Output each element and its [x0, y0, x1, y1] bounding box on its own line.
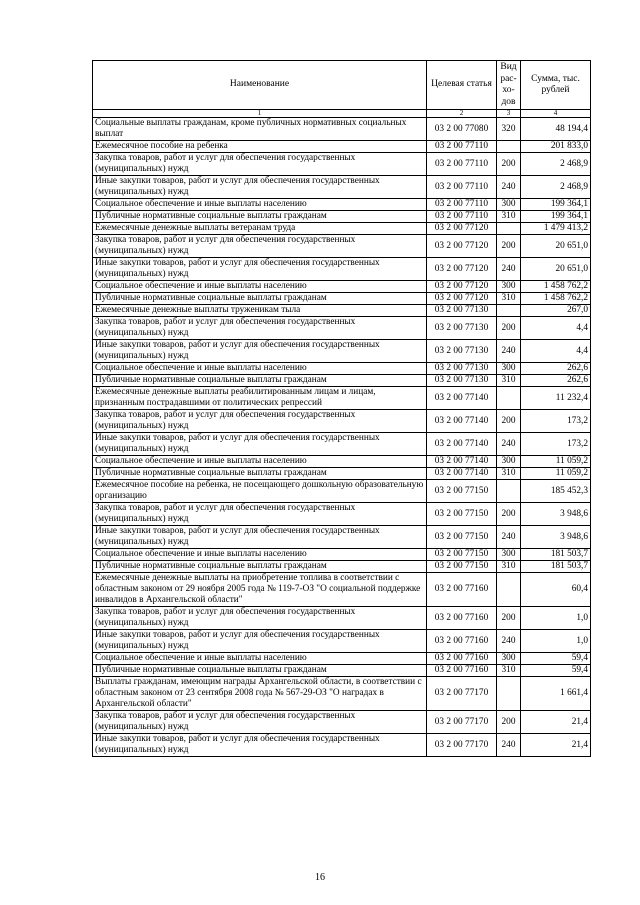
row-expense-type: 300: [497, 281, 521, 293]
row-target-code: 03 2 00 77110: [427, 153, 497, 176]
row-sum: 1,0: [521, 630, 591, 653]
row-sum: 262,6: [521, 363, 591, 375]
row-sum: 20 651,0: [521, 258, 591, 281]
row-sum: 2 468,9: [521, 153, 591, 176]
row-name: Закупка товаров, работ и услуг для обеспечения государственных (муниципальных) нужд: [93, 503, 427, 526]
row-target-code: 03 2 00 77160: [427, 665, 497, 677]
budget-table-sheet: [92, 60, 590, 757]
row-expense-type: 200: [497, 153, 521, 176]
table-row: [93, 456, 591, 468]
row-name: Иные закупки товаров, работ и услуг для обеспечения государственных (муниципальных) нужд: [93, 630, 427, 653]
row-expense-type: 300: [497, 653, 521, 665]
table-row: [93, 281, 591, 293]
row-name: Иные закупки товаров, работ и услуг для обеспечения государственных (муниципальных) нужд: [93, 433, 427, 456]
header-code: Целевая статья: [427, 61, 497, 110]
row-name: Социальное обеспечение и иные выплаты населению: [93, 653, 427, 665]
row-sum: 20 651,0: [521, 235, 591, 258]
row-expense-type: 240: [497, 734, 521, 757]
row-sum: 1 458 762,2: [521, 281, 591, 293]
row-expense-type: 300: [497, 549, 521, 561]
row-sum: 21,4: [521, 734, 591, 757]
table-row: [93, 199, 591, 211]
row-target-code: 03 2 00 77120: [427, 281, 497, 293]
row-sum: 173,2: [521, 433, 591, 456]
row-target-code: 03 2 00 77120: [427, 293, 497, 305]
row-target-code: 03 2 00 77150: [427, 526, 497, 549]
header-sum: Сумма, тыс. рублей: [521, 61, 591, 110]
table-row: [93, 176, 591, 199]
column-number-row: [93, 110, 591, 118]
header-row: [93, 61, 591, 110]
row-target-code: 03 2 00 77110: [427, 176, 497, 199]
row-name: Публичные нормативные социальные выплаты гражданам: [93, 561, 427, 573]
row-target-code: 03 2 00 77130: [427, 375, 497, 387]
row-sum: 21,4: [521, 711, 591, 734]
row-target-code: 03 2 00 77140: [427, 410, 497, 433]
table-row: [93, 305, 591, 317]
row-expense-type: 310: [497, 211, 521, 223]
row-sum: 59,4: [521, 653, 591, 665]
row-name: Закупка товаров, работ и услуг для обеспечения государственных (муниципальных) нужд: [93, 607, 427, 630]
row-name: Публичные нормативные социальные выплаты гражданам: [93, 211, 427, 223]
row-name: Иные закупки товаров, работ и услуг для обеспечения государственных (муниципальных) нужд: [93, 176, 427, 199]
row-expense-type: 200: [497, 410, 521, 433]
row-expense-type: 240: [497, 176, 521, 199]
row-expense-type: 200: [497, 235, 521, 258]
row-target-code: 03 2 00 77150: [427, 503, 497, 526]
row-name: Иные закупки товаров, работ и услуг для обеспечения государственных (муниципальных) нужд: [93, 258, 427, 281]
row-sum: 173,2: [521, 410, 591, 433]
row-name: Иные закупки товаров, работ и услуг для обеспечения государственных (муниципальных) нужд: [93, 526, 427, 549]
row-sum: 1,0: [521, 607, 591, 630]
row-sum: 48 194,4: [521, 118, 591, 141]
column-number: 3: [497, 110, 521, 118]
row-expense-type: [497, 573, 521, 607]
page-number: 16: [315, 872, 325, 883]
row-expense-type: [497, 677, 521, 711]
row-name: Ежемесячные денежные выплаты ветеранам труда: [93, 223, 427, 235]
table-row: [93, 677, 591, 711]
table-row: [93, 526, 591, 549]
column-number: 1: [93, 110, 427, 118]
row-sum: 181 503,7: [521, 549, 591, 561]
table-row: [93, 653, 591, 665]
row-target-code: 03 2 00 77110: [427, 211, 497, 223]
row-name: Ежемесячное пособие на ребенка: [93, 141, 427, 153]
table-row: [93, 665, 591, 677]
row-sum: 4,4: [521, 317, 591, 340]
row-target-code: 03 2 00 77110: [427, 141, 497, 153]
row-expense-type: [497, 480, 521, 503]
row-expense-type: [497, 305, 521, 317]
row-expense-type: [497, 223, 521, 235]
row-expense-type: 310: [497, 665, 521, 677]
table-row: [93, 480, 591, 503]
row-expense-type: 300: [497, 363, 521, 375]
row-expense-type: 240: [497, 258, 521, 281]
row-target-code: 03 2 00 77150: [427, 561, 497, 573]
budget-table: [92, 60, 591, 757]
row-sum: 267,0: [521, 305, 591, 317]
table-row: [93, 293, 591, 305]
row-expense-type: 300: [497, 456, 521, 468]
row-name: Социальное обеспечение и иные выплаты населению: [93, 456, 427, 468]
row-sum: 2 468,9: [521, 176, 591, 199]
header-expense-type: Вид рас-хо-дов: [497, 61, 521, 110]
table-row: [93, 235, 591, 258]
row-sum: 181 503,7: [521, 561, 591, 573]
row-target-code: 03 2 00 77140: [427, 456, 497, 468]
row-target-code: 03 2 00 77120: [427, 258, 497, 281]
row-target-code: 03 2 00 77130: [427, 305, 497, 317]
row-expense-type: 310: [497, 468, 521, 480]
row-target-code: 03 2 00 77130: [427, 363, 497, 375]
row-target-code: 03 2 00 77140: [427, 387, 497, 410]
row-target-code: 03 2 00 77130: [427, 340, 497, 363]
table-row: [93, 410, 591, 433]
table-row: [93, 573, 591, 607]
row-sum: 11 232,4: [521, 387, 591, 410]
table-row: [93, 468, 591, 480]
row-name: Социальное обеспечение и иные выплаты населению: [93, 199, 427, 211]
row-target-code: 03 2 00 77130: [427, 317, 497, 340]
row-name: Иные закупки товаров, работ и услуг для обеспечения государственных (муниципальных) нужд: [93, 340, 427, 363]
row-sum: 11 059,2: [521, 456, 591, 468]
table-row: [93, 317, 591, 340]
row-expense-type: 200: [497, 607, 521, 630]
table-row: [93, 503, 591, 526]
row-expense-type: 200: [497, 711, 521, 734]
row-expense-type: 240: [497, 526, 521, 549]
row-name: Закупка товаров, работ и услуг для обеспечения государственных (муниципальных) нужд: [93, 711, 427, 734]
row-sum: 199 364,1: [521, 199, 591, 211]
row-name: Ежемесячные денежные выплаты реабилитированным лицам и лицам, признанным пострадавшими от политических репрессий: [93, 387, 427, 410]
table-row: [93, 211, 591, 223]
table-row: [93, 549, 591, 561]
row-sum: 199 364,1: [521, 211, 591, 223]
row-target-code: 03 2 00 77080: [427, 118, 497, 141]
row-expense-type: 320: [497, 118, 521, 141]
row-sum: 3 948,6: [521, 503, 591, 526]
row-sum: 1 479 413,2: [521, 223, 591, 235]
row-target-code: 03 2 00 77150: [427, 549, 497, 561]
row-name: Закупка товаров, работ и услуг для обеспечения государственных (муниципальных) нужд: [93, 235, 427, 258]
table-row: [93, 387, 591, 410]
row-expense-type: [497, 141, 521, 153]
row-target-code: 03 2 00 77120: [427, 223, 497, 235]
table-row: [93, 561, 591, 573]
row-sum: 262,6: [521, 375, 591, 387]
row-name: Публичные нормативные социальные выплаты гражданам: [93, 293, 427, 305]
row-sum: 1 661,4: [521, 677, 591, 711]
table-row: [93, 433, 591, 456]
row-expense-type: 310: [497, 561, 521, 573]
row-name: Социальное обеспечение и иные выплаты населению: [93, 549, 427, 561]
row-sum: 60,4: [521, 573, 591, 607]
row-name: Закупка товаров, работ и услуг для обеспечения государственных (муниципальных) нужд: [93, 153, 427, 176]
row-target-code: 03 2 00 77120: [427, 235, 497, 258]
row-name: Публичные нормативные социальные выплаты гражданам: [93, 468, 427, 480]
row-target-code: 03 2 00 77150: [427, 480, 497, 503]
row-target-code: 03 2 00 77160: [427, 653, 497, 665]
row-expense-type: 240: [497, 630, 521, 653]
table-row: [93, 363, 591, 375]
row-expense-type: 240: [497, 433, 521, 456]
column-number: 4: [521, 110, 591, 118]
row-name: Ежемесячное пособие на ребенка, не посещающего дошкольную образовательную организацию: [93, 480, 427, 503]
table-row: [93, 607, 591, 630]
row-name: Выплаты гражданам, имеющим награды Архангельской области, в соответствии с областным законом от 23 сентября 2008 года № 567-29-ОЗ "О наградах в Архангельской области": [93, 677, 427, 711]
table-row: [93, 118, 591, 141]
row-target-code: 03 2 00 77110: [427, 199, 497, 211]
row-expense-type: 310: [497, 375, 521, 387]
row-target-code: 03 2 00 77160: [427, 573, 497, 607]
row-name: Закупка товаров, работ и услуг для обеспечения государственных (муниципальных) нужд: [93, 410, 427, 433]
row-sum: 1 458 762,2: [521, 293, 591, 305]
row-target-code: 03 2 00 77170: [427, 677, 497, 711]
row-sum: 185 452,3: [521, 480, 591, 503]
row-sum: 4,4: [521, 340, 591, 363]
row-name: Публичные нормативные социальные выплаты гражданам: [93, 665, 427, 677]
row-sum: 3 948,6: [521, 526, 591, 549]
row-name: Публичные нормативные социальные выплаты гражданам: [93, 375, 427, 387]
row-expense-type: 240: [497, 340, 521, 363]
row-name: Иные закупки товаров, работ и услуг для обеспечения государственных (муниципальных) нужд: [93, 734, 427, 757]
table-row: [93, 734, 591, 757]
row-sum: 201 833,0: [521, 141, 591, 153]
row-target-code: 03 2 00 77160: [427, 607, 497, 630]
row-name: Социальное обеспечение и иные выплаты населению: [93, 363, 427, 375]
table-row: [93, 141, 591, 153]
table-row: [93, 223, 591, 235]
table-row: [93, 340, 591, 363]
row-expense-type: 200: [497, 317, 521, 340]
row-name: Закупка товаров, работ и услуг для обеспечения государственных (муниципальных) нужд: [93, 317, 427, 340]
row-target-code: 03 2 00 77140: [427, 433, 497, 456]
row-sum: 11 059,2: [521, 468, 591, 480]
row-name: Социальные выплаты гражданам, кроме публичных нормативных социальных выплат: [93, 118, 427, 141]
row-target-code: 03 2 00 77170: [427, 711, 497, 734]
row-sum: 59,4: [521, 665, 591, 677]
table-row: [93, 630, 591, 653]
row-expense-type: 310: [497, 293, 521, 305]
header-name: Наименование: [93, 61, 427, 110]
row-name: Ежемесячные денежные выплаты на приобретение топлива в соответствии с областным законом от 29 ноября 2005 года № 119-7-ОЗ "О социальной поддержке инвалидов в Архангельской области": [93, 573, 427, 607]
table-body: [93, 118, 591, 757]
table-row: [93, 258, 591, 281]
row-expense-type: 300: [497, 199, 521, 211]
row-expense-type: [497, 387, 521, 410]
row-target-code: 03 2 00 77160: [427, 630, 497, 653]
table-row: [93, 711, 591, 734]
row-target-code: 03 2 00 77170: [427, 734, 497, 757]
table-row: [93, 375, 591, 387]
table-row: [93, 153, 591, 176]
row-name: Социальное обеспечение и иные выплаты населению: [93, 281, 427, 293]
row-target-code: 03 2 00 77140: [427, 468, 497, 480]
column-number: 2: [427, 110, 497, 118]
row-name: Ежемесячные денежные выплаты труженикам тыла: [93, 305, 427, 317]
row-expense-type: 200: [497, 503, 521, 526]
